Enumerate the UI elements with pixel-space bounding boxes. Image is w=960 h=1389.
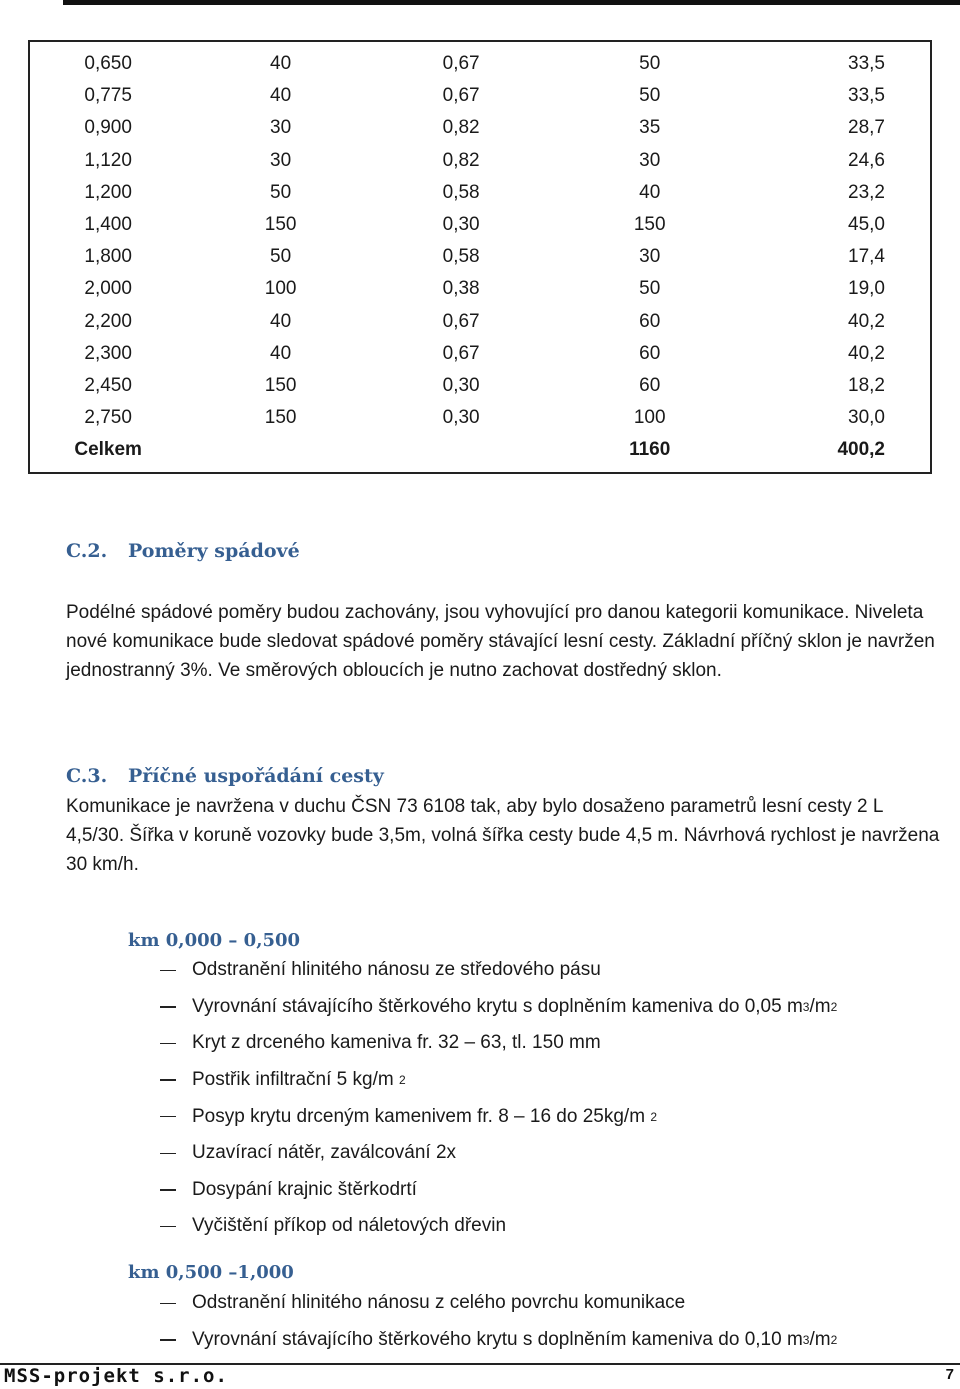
empty-cell xyxy=(186,434,375,473)
dash-bullet xyxy=(160,1079,176,1081)
dash-bullet xyxy=(160,1116,176,1118)
table-cell: 50 xyxy=(270,246,292,268)
km-section-1-list xyxy=(160,952,950,1245)
table-cell: 40 xyxy=(270,342,292,364)
table-cell: 30 xyxy=(270,149,292,171)
table-cell: 40 xyxy=(270,310,292,332)
table-cell: 100 xyxy=(264,278,297,300)
dash-bullet xyxy=(160,1153,176,1155)
paragraph-text: Komunikace je navržena v duchu ČSN 73 6108 tak, aby bylo dosaženo parametrů lesní cesty 2 L 4,5/30. Šířka v koruně vozovky bude 3,5m, volná šířka cesty bude 4,5 m. Návrhová rychlost je navržena 30 km/h. xyxy=(66,796,940,875)
table-cell: 1,200 xyxy=(84,181,132,203)
table-cell: 2,200 xyxy=(84,310,132,332)
empty-cell xyxy=(375,434,547,473)
table-cell: 2,750 xyxy=(84,407,132,429)
table-cell: 0,58 xyxy=(442,181,480,203)
table-cell: 0,38 xyxy=(442,278,480,300)
km-section-2-heading: km 0,500 –1,000 xyxy=(128,1262,294,1283)
table-cell: 0,30 xyxy=(442,214,480,236)
table-cell: 17,4 xyxy=(848,246,885,268)
table-cell: 40 xyxy=(270,85,292,107)
table-cell: 19,0 xyxy=(848,278,885,300)
table-cell: 40 xyxy=(639,181,661,203)
dash-bullet xyxy=(160,1303,176,1305)
table-cell: 50 xyxy=(639,278,661,300)
table-cell: 30 xyxy=(270,117,292,139)
table-cell: 24,6 xyxy=(848,149,885,171)
table-cell: 0,82 xyxy=(442,149,480,171)
list-item: Vyčištění příkop od náletových dřevin xyxy=(160,1208,950,1245)
table-cell: 28,7 xyxy=(848,117,885,139)
table-cell: 23,2 xyxy=(848,181,885,203)
table-row xyxy=(29,112,931,144)
table-cell: 60 xyxy=(639,374,661,396)
total-value: 400,2 xyxy=(837,439,885,461)
section-title: Příčné uspořádání cesty xyxy=(128,765,384,787)
paragraph-text: Podélné spádové poměry budou zachovány, jsou vyhovující pro danou kategorii komunikace. Niveleta nové komunikace bude sledovat spádové poměry stávající lesní cesty. Základní příčný sklon je navržen jednostranný 3%. Ve směrových obloucích je nutno zachovat dostředný sklon. xyxy=(66,602,935,681)
dash-bullet xyxy=(160,1339,176,1341)
list-item: Posyp krytu drceným kamenivem fr. 8 – 16 do 25kg/m 2 xyxy=(160,1098,950,1135)
table-cell: 0,900 xyxy=(84,117,132,139)
km-section-2-list xyxy=(160,1285,950,1358)
table-cell: 0,82 xyxy=(442,117,480,139)
table-cell: 30 xyxy=(639,246,661,268)
table-cell: 30,0 xyxy=(848,407,885,429)
list-item: Vyrovnání stávajícího štěrkového krytu s doplněním kameniva do 0,05 m 3 /m 2 xyxy=(160,989,950,1026)
table-cell: 1,400 xyxy=(84,214,132,236)
table-cell: 0,67 xyxy=(442,310,480,332)
table-row xyxy=(29,273,931,305)
table-cell: 0,650 xyxy=(84,53,132,75)
table-cell: 40,2 xyxy=(848,342,885,364)
dash-bullet xyxy=(160,970,176,972)
table-cell: 0,67 xyxy=(442,342,480,364)
section-c3-paragraph xyxy=(66,792,946,879)
table-cell: 35 xyxy=(639,117,661,139)
table-cell: 2,450 xyxy=(84,374,132,396)
dash-bullet xyxy=(160,1006,176,1008)
table-cell: 60 xyxy=(639,342,661,364)
table-cell: 150 xyxy=(264,214,297,236)
table-cell: 150 xyxy=(264,407,297,429)
list-item: Kryt z drceného kameniva fr. 32 – 63, tl. 150 mm xyxy=(160,1025,950,1062)
table-row xyxy=(29,370,931,402)
table-row xyxy=(29,402,931,434)
table-cell: 40,2 xyxy=(848,310,885,332)
table-cell: 2,300 xyxy=(84,342,132,364)
table-cell: 33,5 xyxy=(848,53,885,75)
table-cell: 60 xyxy=(639,310,661,332)
table-row xyxy=(29,145,931,177)
table-cell: 0,67 xyxy=(442,85,480,107)
table-cell: 40 xyxy=(270,53,292,75)
table-cell: 100 xyxy=(633,407,666,429)
table-row xyxy=(29,241,931,273)
section-c3-heading xyxy=(66,765,384,787)
list-item: Dosypání krajnic štěrkodrtí xyxy=(160,1172,950,1209)
table-cell: 1,800 xyxy=(84,246,132,268)
table-row xyxy=(29,41,931,80)
section-number: C.3. xyxy=(66,765,108,787)
table-cell: 150 xyxy=(633,214,666,236)
table-cell: 45,0 xyxy=(848,214,885,236)
data-table xyxy=(28,40,932,474)
table-cell: 18,2 xyxy=(848,374,885,396)
km-section-1-heading: km 0,000 – 0,500 xyxy=(128,930,301,951)
list-item: Vyrovnání stávajícího štěrkového krytu s doplněním kameniva do 0,10 m 3 /m 2 xyxy=(160,1322,950,1359)
section-number: C.2. xyxy=(66,540,108,562)
table-row xyxy=(29,338,931,370)
table-row xyxy=(29,177,931,209)
table-cell: 50 xyxy=(639,85,661,107)
table-cell: 0,30 xyxy=(442,374,480,396)
top-rule xyxy=(63,0,960,5)
page-number: 7 xyxy=(945,1366,954,1383)
table-cell: 30 xyxy=(639,149,661,171)
section-c2-paragraph xyxy=(66,598,946,685)
table-cell: 150 xyxy=(264,374,297,396)
list-item: Odstranění hlinitého nánosu ze středového pásu xyxy=(160,952,950,989)
dash-bullet xyxy=(160,1226,176,1228)
table-cell: 0,30 xyxy=(442,407,480,429)
section-c2-heading xyxy=(66,540,300,562)
total-label: Celkem xyxy=(74,439,142,461)
table-cell: 50 xyxy=(270,181,292,203)
table-row xyxy=(29,306,931,338)
total-length: 1160 xyxy=(629,439,671,461)
table-cell: 0,67 xyxy=(442,53,480,75)
dash-bullet xyxy=(160,1043,176,1045)
table-cell: 1,120 xyxy=(84,149,132,171)
list-item: Postřik infiltrační 5 kg/m 2 xyxy=(160,1062,950,1099)
table-cell: 0,775 xyxy=(84,85,132,107)
table-total-row xyxy=(29,434,931,473)
section-title: Poměry spádové xyxy=(128,540,300,562)
table-cell: 0,58 xyxy=(442,246,480,268)
table-row xyxy=(29,80,931,112)
table-cell: 50 xyxy=(639,53,661,75)
company-logo: MSS-projekt s.r.o. xyxy=(4,1365,228,1387)
table-row xyxy=(29,209,931,241)
dash-bullet xyxy=(160,1189,176,1191)
table-cell: 2,000 xyxy=(84,278,132,300)
list-item: Uzavírací nátěr, zaválcování 2x xyxy=(160,1135,950,1172)
table-cell: 33,5 xyxy=(848,85,885,107)
list-item: Odstranění hlinitého nánosu z celého povrchu komunikace xyxy=(160,1285,950,1322)
